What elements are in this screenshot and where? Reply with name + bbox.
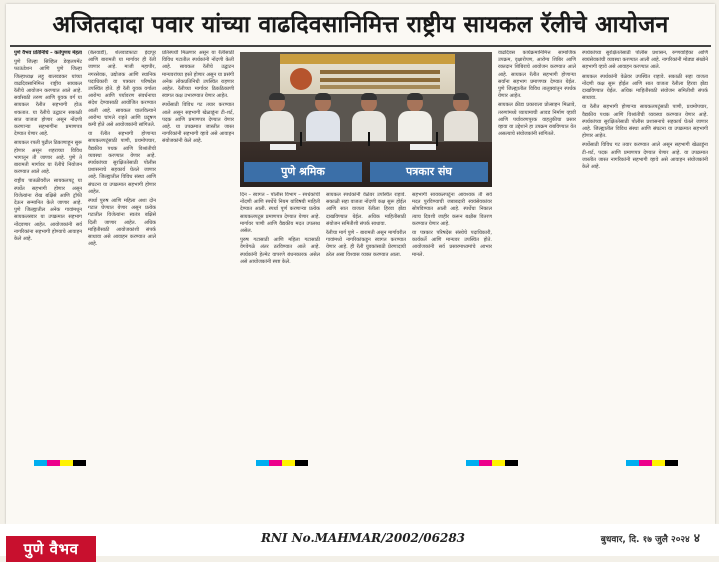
- article-column-7: [498, 50, 576, 456]
- paragraph: राष्ट्रीय पातळीवरील सायकलपटू या स्पर्धेत सहभागी होणार असून विजेत्यांना रोख बक्षिसे आणि ट्रॉफी देऊन सन्मानित केले जाणार आहे. पुणे जिल्ह्यातील अनेक गावांमधून सायकलस्वार या उपक्रमात सहभाग नोंदवणार आहेत. आयोजकांनी सर्व नागरिकांना सहभागी होण्याचे आवाहन केले आहे.: [14, 178, 82, 243]
- paragraph: सहभागी सायकलपटूंना आवश्यक ती सर्व मदत पुरविण्याची जबाबदारी स्वयंसेवकांवर सोपविण्यात आली आहे. स्पर्धेचा निकाल त्याच दिवशी जाहीर करून बक्षीस वितरण करण्यात येणार आहे.: [412, 192, 492, 227]
- paragraph: रॅलीचा मार्ग पुणे – बारामती असून मार्गावरील गावांमध्ये नागरिकांकडून स्वागत करण्यात येणार आहे. ही रॅली युवकांसाठी प्रेरणादायी ठरेल असा विश्वास व्यक्त करण्यात आला.: [326, 230, 406, 258]
- microphone-icon: [436, 132, 438, 146]
- rni-number: RNI No.MAHMAR/2002/06283: [260, 531, 466, 545]
- paragraph: स्पर्धकांच्या सुरक्षिततेसाठी पोलीस प्रशासन, रुग्णवाहिका आणि स्वयंसेवकांची व्यवस्था करण्यात आली आहे. नागरिकांनी मोठ्या संख्येने सहभागी व्हावे असे आवाहन करण्यात आले.: [582, 50, 708, 71]
- date-text: बुधवार, दि. १७ जुलै २०२४: [600, 535, 690, 545]
- headline-rule: [10, 45, 711, 47]
- paragraph: (बेलवाडी), शेलवाडफाटा इंदापूर आणि बारामती या मार्गावर ही रॅली जाणार आहे. माजी महापौर, नगरसेवक, उद्योजक आणि स्थानिक पदाधिकारी या पत्रकार परिषदेस उपस्थित होते. ही रॅली युवक वर्गाला आरोग्य आणि पर्यावरण संवर्धनाचा संदेश देण्यासाठी आयोजित करण्यात आली आहे. सायकल चालविल्याने आरोग्य चांगले राहते आणि प्रदूषण कमी होते असे आयोजकांनी सांगितले.: [88, 50, 156, 129]
- article-column-8: [582, 50, 708, 456]
- paragraph: सायकल क्रीडा प्रकाराला प्रोत्साहन मिळावे, तरुणांमध्ये व्यायामाची आवड निर्माण व्हावी आणि पर्यावरणपूरक वाहतुकीचा प्रसार व्हावा या उद्देशाने हा उपक्रम राबविण्यात येत असल्याचे संयोजकांनी सांगितले.: [498, 102, 576, 138]
- microphone-icon: [368, 132, 370, 146]
- newspaper-logo: पुणे वैभव: [6, 536, 96, 562]
- paragraph: सायकल स्पर्धकांनी वेळेवर उपस्थित राहावे. सकाळी सहा वाजता नोंदणी कक्ष सुरू होईल आणि सात वाजता रॅलीला हिरवा झेंडा दाखविण्यात येईल. अधिक माहितीसाठी संयोजन समितीशी संपर्क साधावा.: [326, 192, 406, 227]
- paragraph: सायकल स्पर्धकांनी वेळेवर उपस्थित राहावे. सकाळी सहा वाजता नोंदणी कक्ष सुरू होईल आणि सात वाजता रॅलीला हिरवा झेंडा दाखविण्यात येईल. अधिक माहितीसाठी संयोजन समितीशी संपर्क साधावा.: [582, 73, 708, 102]
- paragraph: या पत्रकार परिषदेस संस्थेचे पदाधिकारी, कार्यकर्ते आणि मान्यवर उपस्थित होते. आयोजकांनी सर्व प्रसारमाध्यमांचे आभार मानले.: [412, 230, 492, 258]
- stage-banner: [280, 54, 455, 94]
- paragraph: स्पर्धा पुरुष आणि महिला अशा दोन गटात घेण्यात येणार असून प्रत्येक गटातील विजेत्यांना स्वतंत्र बक्षिसे दिली जाणार आहेत. अधिक माहितीसाठी आयोजकांशी संपर्क साधावा असे आवाहन करण्यात आले आहे.: [88, 198, 156, 248]
- article-column-1: [14, 50, 82, 456]
- paragraph: पुरुष गटासाठी आणि महिला गटासाठी वेगवेगळे अंतर ठरविण्यात आले आहे. स्पर्धकांनी हेल्मेट वापरणे बंधनकारक असेल असे आयोजकांनी स्पष्ट केले.: [240, 237, 320, 265]
- paragraph: वाढदिवस कार्यक्रमानिमित्त सामाजिक उपक्रम, वृक्षारोपण, आरोग्य शिबिर आणि रक्तदान शिबिराचे आयोजन करण्यात आले आहे. सायकल रॅलीत सहभागी होणाऱ्या सर्वांना सहभाग प्रमाणपत्र देण्यात येईल. पुणे जिल्ह्यातील विविध तालुक्यांतून स्पर्धक येणार आहेत.: [498, 50, 576, 100]
- issue-date: [560, 524, 700, 552]
- name-plate-left: पुणे श्रमिक: [244, 162, 362, 182]
- newspaper-page: [6, 4, 715, 524]
- headline: अजितदादा पवार यांच्या वाढदिवसानिमित्त राष्ट्रीय सायकल रॅलीचे आयोजन: [52, 12, 669, 38]
- paragraph: या रॅलीत सहभागी होणाऱ्या सायकलपटूंसाठी पाणी, प्रथमोपचार, वैद्यकीय पथक आणि विश्रांतीची व्यवस्था करण्यात येणार आहे. स्पर्धकांच्या सुरक्षिततेसाठी पोलीस प्रशासनाचे सहकार्य घेतले जाणार आहे. जिल्ह्यातील विविध संस्था आणि संघटना या उपक्रमात सहभागी होणार आहेत.: [88, 131, 156, 195]
- paragraph: स्पर्धेसाठी विविध गट तयार करण्यात आले असून सहभागी खेळाडूंना टी-शर्ट, पदक आणि प्रमाणपत्र देण्यात येणार आहे. या उपक्रमात जास्तीत जास्त नागरिकांनी सहभागी व्हावे असे आवाहन संयोजकांनी केले आहे.: [162, 102, 234, 145]
- name-plate-right: पत्रकार संघ: [370, 162, 488, 182]
- article-column-3: [162, 50, 234, 456]
- paragraph: स्पर्धेसाठी विविध गट तयार करण्यात आले असून सहभागी खेळाडूंना टी-शर्ट, पदक आणि प्रमाणपत्र देण्यात येणार आहे. या उपक्रमात जास्तीत जास्त नागरिकांनी सहभागी व्हावे असे आवाहन संयोजकांनी केले आहे.: [582, 142, 708, 171]
- press-conference-photo: [240, 52, 492, 187]
- paragraph: पुणे जिल्हा सिव्हिल डेव्हलपमेंट फाऊंडेशन आणि पुणे जिल्हा जिल्हाध्यक्ष लहू बालवडकर यांच्या वाढदिवसानिमित्त राष्ट्रीय सायकल रॅलीचे आयोजन करण्यात आले आहे. सर्वांसाठी तरुण आणि युवक वर्ग या सायकल रॅलीत सहभागी होऊ शकतात. या रॅलीचे उद्घाटन सकाळी सात वाजता होणार असून नोंदणी करणाऱ्या सहभागींना प्रमाणपत्र देण्यात येणार आहे.: [14, 59, 82, 138]
- microphone-icon: [300, 132, 302, 146]
- article-column-2: [88, 50, 156, 456]
- color-swatch: [34, 460, 86, 466]
- byline: पुणे वैभव प्रतिनिधि – कर्तेपुणय मेहता: [14, 50, 82, 56]
- color-swatch: [626, 460, 678, 466]
- color-swatch: [256, 460, 308, 466]
- color-swatch: [466, 460, 518, 466]
- article-column-4: [240, 192, 320, 456]
- article-column-6: [412, 192, 492, 456]
- paragraph: दिन – स्वागत – पोलीस विभाग – स्पर्धकांची नोंदणी आणि स्पर्धेचे नियम यांविषयी माहिती देण्यात आली. स्पर्धा पूर्ण करणाऱ्या प्रत्येक सायकलपटूस प्रमाणपत्र देण्यात येणार आहे. मार्गावर पाणी आणि वैद्यकीय मदत उपलब्ध असेल.: [240, 192, 320, 235]
- page-number: ४: [693, 531, 700, 545]
- article-column-5: [326, 192, 406, 456]
- paragraph: प्रतिस्पर्धी मिळणार असून या रॅलीसाठी विविध गटातील स्पर्धकांनी नोंदणी केली आहे. सायकल रॅलीचे उद्घाटन मान्यवरांच्या हस्ते होणार असून या प्रसंगी अनेक लोकप्रतिनिधी उपस्थित राहणार आहेत. रॅलीच्या मार्गावर ठिकठिकाणी स्वागत कक्ष उभारण्यात येणार आहेत.: [162, 50, 234, 100]
- paragraph: या रॅलीत सहभागी होणाऱ्या सायकलपटूंसाठी पाणी, प्रथमोपचार, वैद्यकीय पथक आणि विश्रांतीची व्यवस्था करण्यात येणार आहे. स्पर्धकांच्या सुरक्षिततेसाठी पोलीस प्रशासनाचे सहकार्य घेतले जाणार आहे. जिल्ह्यातील विविध संस्था आणि संघटना या उपक्रमात सहभागी होणार आहेत.: [582, 104, 708, 140]
- paragraph: सायकल रपली पुढील ठिकाणाहून सुरू होणार असून शहराच्या विविध भागातून ती जाणार आहे. पुणे ते बारामती मार्गावर या रॅलीचे नियोजन करण्यात आले आहे.: [14, 140, 82, 176]
- banner-emblem-icon: [290, 68, 312, 90]
